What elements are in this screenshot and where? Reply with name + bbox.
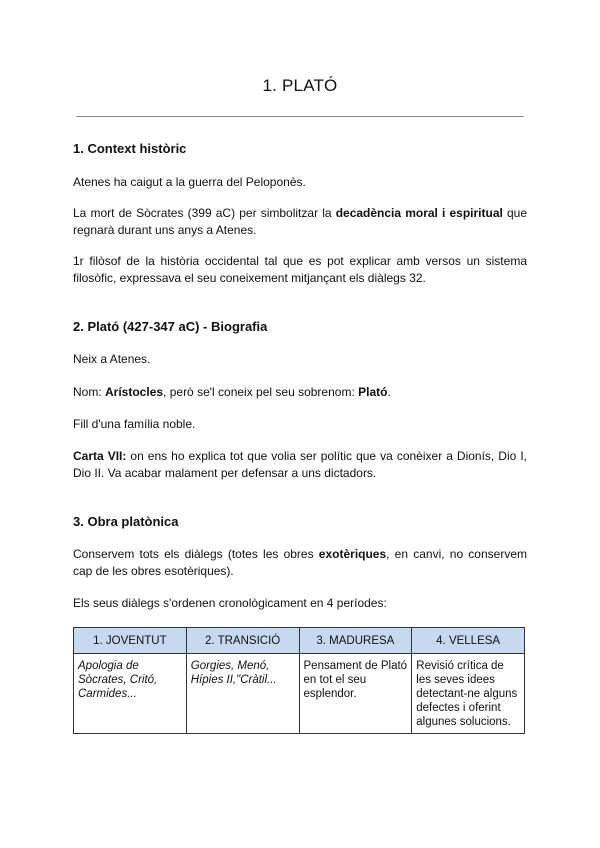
periods-table (73, 627, 525, 734)
table-cell-maturity: Pensament de Plató en tot el seu esplendor. (299, 654, 412, 734)
bio-p2-post: . (387, 385, 391, 399)
table-header-transition: 2. TRANSICIÓ (186, 628, 299, 654)
works-p1-text-b: , en canvi, no conservem cap de les obres esotèriques). (73, 547, 527, 578)
table-header-row (74, 628, 525, 654)
bio-p4-bold: Carta VII: (73, 449, 127, 463)
table-cell-youth: Apologia de Sòcrates, Critó, Carmides... (74, 654, 187, 734)
context-paragraph-2 (73, 205, 527, 239)
context-p2-text-a: La mort de Sòcrates (399 aC) per simbolitzar la (73, 206, 336, 220)
title-divider (76, 116, 524, 117)
works-p1-text-a: Conservem tots els diàlegs (totes les obres (73, 547, 319, 561)
table-header-old-age: 4. VELLESA (412, 628, 525, 654)
table-header-maturity: 3. MADURESA (299, 628, 412, 654)
bio-p4-text: on ens ho explica tot que volia ser polític que va conèixer a Dionís, Dio I, Dio II. Va acabar malament per defensar a uns dictadors. (73, 449, 527, 480)
bio-paragraph-3: Fill d'una família noble. (73, 417, 196, 431)
context-paragraph-3: 1r filòsof de la història occidental tal que es pot explicar amb versos un sistema filosòfic, expressava el seu coneixement mitjançant els diàlegs 32. (73, 254, 527, 285)
page-title: 1. PLATÓ (262, 76, 338, 95)
section-heading-works: 3. Obra platònica (73, 514, 179, 529)
bio-paragraph-1: Neix a Atenes. (73, 352, 151, 366)
works-paragraph-2: Els seus diàlegs s'ordenen cronològicament en 4 períodes: (73, 596, 387, 610)
context-p2-text-b: que regnarà durant uns anys a Atenes. (73, 206, 528, 237)
section-heading-biography: 2. Plató (427-347 aC) - Biografia (73, 319, 268, 334)
bio-p2-mid: , però se'l coneix pel seu sobrenom: (163, 385, 359, 399)
section-heading-context: 1. Context històric (73, 141, 187, 156)
works-paragraph-1 (73, 546, 527, 580)
table-cell-transition: Gorgies, Menó, Hípies II,"Cràtil... (186, 654, 299, 734)
table-header-youth: 1. JOVENTUT (74, 628, 187, 654)
bio-paragraph-4 (73, 448, 527, 482)
context-paragraph-1: Atenes ha caigut a la guerra del Peloponès. (73, 175, 306, 189)
bio-paragraph-2 (73, 384, 527, 401)
table-cell-old-age: Revisió crítica de les seves idees detectant-ne alguns defectes i oferint algunes solucions. (412, 654, 525, 734)
context-p2-bold: decadència moral i espiritual (335, 206, 503, 220)
table-row (74, 654, 525, 734)
bio-p2-bold-nickname: Plató (358, 385, 388, 399)
works-p1-bold: exotèriques (318, 547, 387, 561)
bio-p2-bold-name: Arístocles (105, 385, 164, 399)
bio-p2-pre: Nom: (73, 385, 106, 399)
